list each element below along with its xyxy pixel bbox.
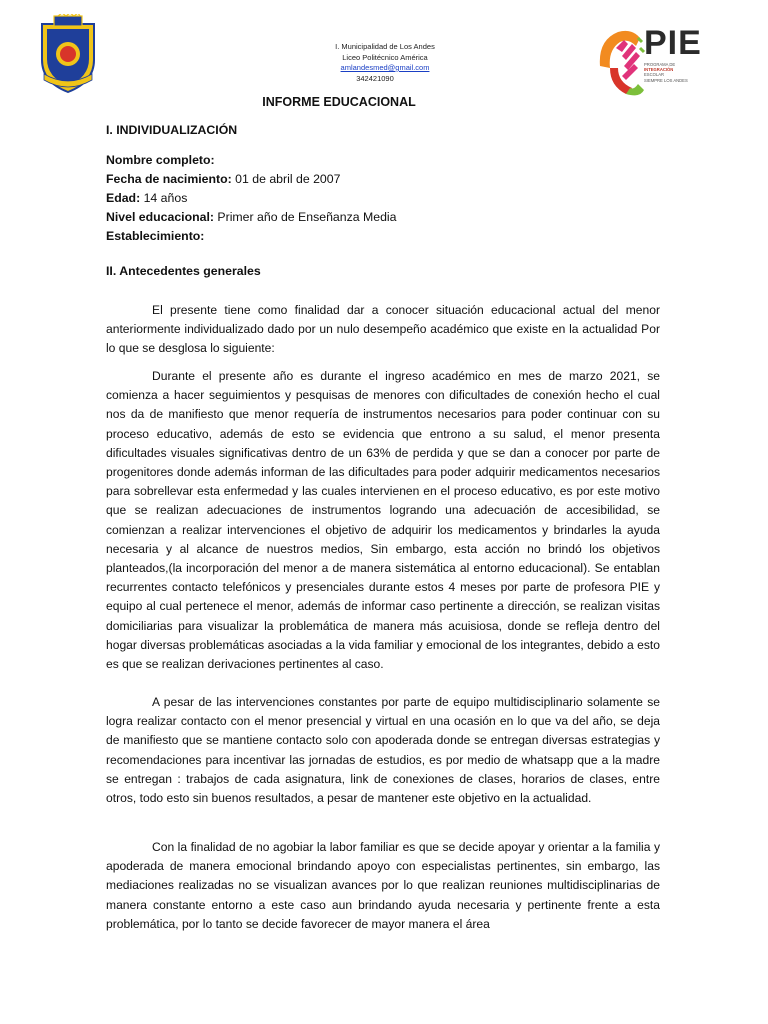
field-nombre [106, 151, 215, 169]
field-fecha-value: 01 de abril de 2007 [231, 172, 341, 186]
institution-header [270, 42, 500, 84]
section-antecedentes-heading: II. Antecedentes generales [106, 264, 261, 278]
field-edad-value: 14 años [140, 191, 188, 205]
field-fecha [106, 170, 340, 188]
document-title: INFORME EDUCACIONAL [262, 95, 416, 109]
pie-sub-line-3: ESCOLAR [644, 72, 665, 78]
field-edad [106, 189, 187, 207]
pie-sub-line-2: INTEGRACIÓN [644, 67, 674, 73]
phone-number: 342421090 [356, 73, 394, 83]
paragraph-2: Durante el presente año es durante el ingreso académico en mes de marzo 2021, se comienza a hacer seguimientos y pesquisas de menores con dificultades de conexión hecho el cual nos da de manifiesto que menor requería de instrumentos necesarios para poder continuar con su proceso educativo, además de esto se evidencia que entrono a su salud, el menor presenta dificultades visuales significativas dentro de un 63% de perdida y que se dan a conocer por parte de progenitores donde además informan de las dificultades para poder adquirir medicamentos necesarios para sobrellevar esta enfermedad y las cuales intervienen en el proceso educativo, es por este motivo que se realizan adecuaciones de instrumentos logrando una adecuación de accesibilidad, se comienzan a realizar intervenciones el objetivo de adquirir los medicamentos y brindarles la ayuda necesaria y al alcance de nuestros medios, Sin embargo, esta acción no brindó los objetivos planteados,(la incorporación del menor a de manera sistemática al entorno educacional). Se entablan recurrentes contacto telefónicos y presenciales durante estos 4 meses por parte de profesora PIE y equipo al cual pertenece el menor, además de informar caso pertinente a dirección, se realizan visitas domiciliarias para visualizar la problemática de manera más acuisiosa, donde se refleja dentro del hogar diversas problemáticas asociadas a la vida familiar y emocional de los integrantes, debido a esto es que se realizan derivaciones pertinentes al caso. [106, 369, 660, 672]
municipality-line: I. Municipalidad de Los Andes [335, 42, 435, 51]
field-nombre-label: Nombre completo: [106, 153, 215, 167]
school-name-line: Liceo Politécnico América [342, 52, 428, 62]
pie-sub-line-4: SIEMPRE LOS ANDES [644, 77, 688, 83]
email-link[interactable]: amlandesmed@gmail.com [340, 63, 430, 72]
pie-logo-text: PIE [644, 24, 702, 62]
field-establecimiento [106, 227, 204, 245]
paragraph-1: El presente tiene como finalidad dar a conocer situación educacional actual del menor anteriormente individualizado dado por un nulo desempeño académico que existe en la actualidad Por lo que se desglosa lo siguiente: [106, 303, 660, 356]
field-nivel-value: Primer año de Enseñanza Media [213, 210, 397, 224]
pie-logo-subtitle [644, 62, 706, 83]
school-crest-logo [36, 14, 100, 94]
field-edad-label: Edad: [106, 191, 141, 205]
pie-sub-line-1: PROGRAMA DE [644, 62, 676, 67]
field-fecha-label: Fecha de nacimiento: [106, 172, 232, 186]
field-establecimiento-label: Establecimiento: [106, 229, 205, 243]
field-nivel-label: Nivel educacional: [106, 210, 214, 224]
paragraph-4: Con la finalidad de no agobiar la labor familiar es que se decide apoyar y orientar a la familia y apoderada de manera emocional brindando apoyo con especialistas pertinentes, sin embargo, las mediaciones realizadas no se visualizan avances por lo que realizan reuniones multidisciplinarias de manera constante entorno a este caso aun brindando ayuda necesaria y pertinente frente a esta problemática, por lo tanto se decide favorecer de mayor manera el área [106, 840, 660, 931]
section-individualizacion-heading: I. INDIVIDUALIZACIÓN [106, 123, 238, 137]
paragraph-3: A pesar de las intervenciones constantes por parte de equipo multidisciplinario solamente se logra realizar contacto con el menor presencial y virtual en una ocasión en lo que va del año, se deja de manifiesto que se mantiene contacto solo con apoderada donde se entregan diversas estrategias y recomendaciones para incentivar las jornadas de estudios, es por medio de whatsapp que a la madre se entregan : trabajos de cada asignatura, link de conexiones de clases, horarios de clases, entre otros, todo esto sin buenos resultados, a pesar de mantener este objetivo en la actualidad. [106, 695, 660, 806]
field-nivel [106, 208, 397, 226]
